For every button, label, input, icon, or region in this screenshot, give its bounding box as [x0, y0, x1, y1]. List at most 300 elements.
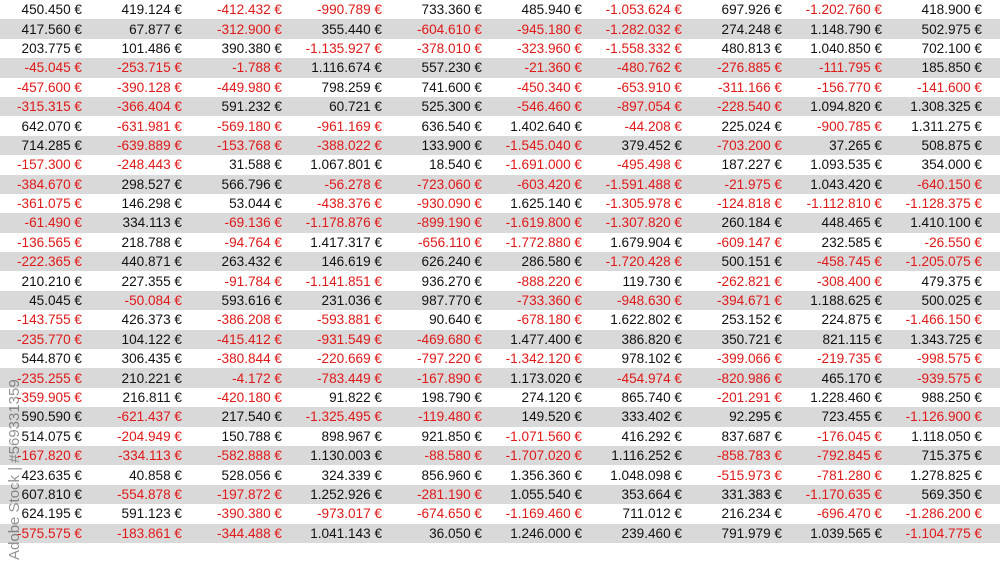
table-cell: -900.785 € [816, 118, 882, 134]
table-cell: 591.232 € [221, 99, 282, 115]
table-cell: -678.180 € [516, 312, 582, 328]
table-cell: -990.789 € [316, 2, 382, 18]
table-cell: -359.905 € [16, 390, 82, 405]
table-cell: -69.136 € [224, 215, 282, 231]
table-cell: 514.075 € [21, 428, 82, 444]
table-cell: 355.440 € [321, 21, 382, 37]
table-cell: -973.017 € [316, 506, 382, 522]
table-cell: -21.360 € [524, 60, 582, 76]
table-cell: -366.404 € [116, 99, 182, 115]
table-row [0, 78, 1000, 97]
table-cell: 714.285 € [21, 137, 82, 153]
table-cell: -998.575 € [916, 351, 982, 367]
table-cell: -640.150 € [916, 176, 982, 192]
table-cell: 1.410.100 € [910, 215, 982, 231]
table-cell: 1.039.565 € [810, 525, 882, 541]
table-cell: -412.432 € [216, 2, 282, 18]
table-row [0, 39, 1000, 58]
table-cell: -311.166 € [718, 79, 782, 95]
table-cell: 419.124 € [121, 2, 182, 18]
table-cell: -931.549 € [316, 331, 382, 347]
table-row [0, 330, 1000, 349]
table-row [0, 97, 1000, 116]
table-cell: -143.755 € [16, 312, 82, 328]
table-row [0, 136, 1000, 155]
table-row [0, 465, 1000, 484]
table-cell: 45.045 € [29, 293, 82, 309]
table-cell: -899.190 € [416, 215, 482, 231]
table-cell: 465.170 € [821, 370, 882, 386]
table-cell: -253.715 € [116, 60, 182, 76]
table-cell: -344.488 € [216, 525, 282, 541]
table-cell: 528.056 € [221, 467, 282, 483]
table-cell: -948.630 € [616, 293, 682, 309]
table-cell: 90.640 € [429, 312, 482, 328]
table-cell: -480.762 € [616, 60, 682, 76]
table-cell: 1.246.000 € [510, 525, 582, 541]
table-cell: -582.888 € [216, 448, 282, 464]
table-cell: 31.588 € [229, 157, 282, 173]
table-cell: 988.250 € [921, 390, 982, 405]
table-row [0, 504, 1000, 523]
table-cell: -386.208 € [216, 312, 282, 328]
table-row [0, 213, 1000, 232]
table-cell: 210.210 € [21, 273, 82, 289]
table-cell: -4.172 € [232, 370, 282, 386]
table-cell: -820.986 € [716, 370, 782, 386]
table-cell: -703.200 € [716, 137, 782, 153]
table-cell: -183.861 € [116, 525, 182, 541]
table-cell: 217.540 € [221, 409, 282, 425]
table-cell: 119.730 € [622, 273, 682, 289]
table-cell: -124.818 € [716, 196, 782, 212]
table-cell: -1.305.978 € [605, 196, 682, 212]
table-cell: -141.600 € [916, 79, 982, 95]
table-cell: 149.520 € [521, 409, 582, 425]
table-cell: -44.208 € [624, 118, 682, 134]
table-cell: 590.590 € [21, 409, 82, 425]
table-row [0, 252, 1000, 271]
table-cell: -797.220 € [416, 351, 482, 367]
table-cell: -61.490 € [24, 215, 82, 231]
table-cell: -1.720.428 € [605, 254, 682, 270]
table-cell: 978.102 € [621, 351, 682, 367]
table-cell: 67.877 € [129, 21, 182, 37]
table-row [0, 524, 1000, 543]
table-cell: 354.000 € [921, 157, 982, 173]
table-cell: 418.900 € [921, 2, 982, 18]
table-row [0, 446, 1000, 465]
table-cell: -458.745 € [816, 254, 882, 270]
table-cell: 591.123 € [121, 506, 182, 522]
table-cell: 856.960 € [421, 467, 482, 483]
table-cell: -262.821 € [716, 273, 782, 289]
table-cell: -420.180 € [216, 390, 282, 405]
table-cell: 417.560 € [21, 21, 82, 37]
table-cell: 544.870 € [21, 351, 82, 367]
table-cell: -394.671 € [716, 293, 782, 309]
table-cell: 791.979 € [721, 525, 782, 541]
table-cell: -388.022 € [316, 137, 382, 153]
table-cell: -593.881 € [316, 312, 382, 328]
table-cell: -1.135.927 € [305, 40, 382, 56]
table-cell: -415.412 € [216, 331, 282, 347]
table-cell: 350.721 € [721, 331, 782, 347]
table-cell: -515.973 € [716, 467, 782, 483]
table-cell: -945.180 € [516, 21, 582, 37]
table-cell: 423.635 € [21, 467, 82, 483]
table-cell: -604.610 € [416, 21, 482, 37]
table-cell: 1.625.140 € [510, 196, 582, 212]
table-cell: -334.113 € [118, 448, 182, 464]
table-cell: -323.960 € [516, 40, 582, 56]
table-cell: 593.616 € [221, 293, 282, 309]
table-cell: -111.795 € [819, 60, 882, 76]
table-cell: -1.170.635 € [805, 486, 882, 502]
table-cell: -219.735 € [816, 351, 882, 367]
table-row [0, 427, 1000, 446]
table-cell: -575.575 € [16, 525, 82, 541]
table-cell: -897.054 € [616, 99, 682, 115]
table-cell: -781.280 € [816, 467, 882, 483]
table-cell: -554.878 € [116, 486, 182, 502]
table-cell: 187.227 € [721, 157, 782, 173]
table-cell: 146.298 € [121, 196, 182, 212]
table-cell: 1.356.360 € [510, 467, 582, 483]
table-row [0, 271, 1000, 290]
table-cell: -1.126.900 € [905, 409, 982, 425]
table-cell: -438.376 € [316, 196, 382, 212]
table-cell: -235.255 € [16, 370, 82, 386]
table-cell: 1.130.003 € [310, 448, 382, 464]
table-cell: 185.850 € [921, 60, 982, 76]
table-cell: 1.040.850 € [810, 40, 882, 56]
table-cell: -1.053.624 € [605, 2, 682, 18]
table-cell: -390.380 € [216, 506, 282, 522]
table-row [0, 310, 1000, 329]
table-cell: 60.721 € [329, 99, 382, 115]
table-row [0, 388, 1000, 407]
table-cell: 921.850 € [421, 428, 482, 444]
table-cell: -495.498 € [616, 157, 682, 173]
table-cell: 36.050 € [429, 525, 482, 541]
table-cell: -235.770 € [16, 331, 82, 347]
table-cell: 733.360 € [421, 2, 482, 18]
table-cell: -204.949 € [116, 428, 182, 444]
table-cell: -674.650 € [416, 506, 482, 522]
table-cell: 1.228.460 € [810, 390, 882, 405]
table-cell: 18.540 € [429, 157, 482, 173]
table-cell: -603.420 € [516, 176, 582, 192]
table-cell: -792.845 € [816, 448, 882, 464]
table-row [0, 407, 1000, 426]
table-cell: -201.291 € [716, 390, 782, 405]
table-cell: -176.045 € [816, 428, 882, 444]
table-cell: 150.788 € [221, 428, 282, 444]
table-cell: -888.220 € [516, 273, 582, 289]
table-cell: -1.691.000 € [505, 157, 582, 173]
table-cell: 379.452 € [621, 137, 682, 153]
table-cell: 697.926 € [721, 2, 782, 18]
table-cell: -1.282.032 € [605, 21, 682, 37]
table-cell: 448.465 € [821, 215, 882, 231]
table-cell: -1.707.020 € [505, 448, 582, 464]
table-cell: 286.580 € [521, 254, 582, 270]
table-cell: -119.480 € [418, 409, 482, 425]
table-cell: -153.768 € [216, 137, 282, 153]
table-cell: 525.300 € [421, 99, 482, 115]
table-cell: -157.300 € [16, 157, 82, 173]
table-cell: 569.350 € [921, 486, 982, 502]
table-cell: -1.202.760 € [805, 2, 882, 18]
table-cell: 1.417.317 € [310, 234, 382, 250]
table-cell: -91.784 € [224, 273, 282, 289]
table-cell: 898.967 € [321, 428, 382, 444]
table-cell: 224.875 € [821, 312, 882, 328]
table-cell: -1.104.775 € [905, 525, 982, 541]
table-cell: -380.844 € [216, 351, 282, 367]
table-cell: 1.116.674 € [311, 60, 382, 76]
table-cell: 133.900 € [421, 137, 482, 153]
table-cell: -167.820 € [16, 448, 82, 464]
table-cell: -315.315 € [16, 99, 82, 115]
table-cell: -399.066 € [716, 351, 782, 367]
table-cell: -609.147 € [716, 234, 782, 250]
table-cell: -384.670 € [16, 176, 82, 192]
table-cell: 723.455 € [821, 409, 882, 425]
table-cell: -228.540 € [716, 99, 782, 115]
table-cell: 216.811 € [122, 390, 182, 405]
table-cell: 636.540 € [421, 118, 482, 134]
table-cell: -220.669 € [316, 351, 382, 367]
table-row [0, 485, 1000, 504]
table-cell: -569.180 € [216, 118, 282, 134]
table-cell: 40.858 € [129, 467, 182, 483]
table-cell: 1.402.640 € [510, 118, 582, 134]
table-cell: -1.071.560 € [505, 428, 582, 444]
table-cell: 1.116.252 € [611, 448, 682, 464]
table-cell: 231.036 € [321, 293, 382, 309]
table-cell: 1.477.400 € [510, 331, 582, 347]
table-cell: 1.067.801 € [310, 157, 382, 173]
table-cell: 711.012 € [622, 506, 682, 522]
table-cell: -631.981 € [116, 118, 182, 134]
table-cell: 508.875 € [921, 137, 982, 153]
table-cell: 101.486 € [121, 40, 182, 56]
table-cell: 324.339 € [321, 467, 382, 483]
table-cell: 1.041.143 € [310, 525, 382, 541]
table-cell: 865.740 € [621, 390, 682, 405]
table-cell: 1.311.275 € [911, 118, 982, 134]
table-cell: 1.048.098 € [610, 467, 682, 483]
table-cell: -858.783 € [716, 448, 782, 464]
stock-watermark: Adobe Stock | #569331359 [6, 379, 23, 560]
table-cell: -378.010 € [416, 40, 482, 56]
table-cell: 450.450 € [21, 2, 82, 18]
table-cell: 37.265 € [829, 137, 882, 153]
table-cell: 502.975 € [921, 21, 982, 37]
table-cell: -222.365 € [16, 254, 82, 270]
table-cell: -26.550 € [924, 234, 982, 250]
table-cell: -197.872 € [216, 486, 282, 502]
table-cell: -1.112.810 € [806, 196, 882, 212]
table-row [0, 175, 1000, 194]
table-cell: 936.270 € [421, 273, 482, 289]
table-cell: 1.173.020 € [510, 370, 582, 386]
table-cell: 837.687 € [721, 428, 782, 444]
table-row [0, 194, 1000, 213]
table-cell: -450.340 € [516, 79, 582, 95]
table-cell: -723.060 € [416, 176, 482, 192]
table-cell: -1.558.332 € [605, 40, 682, 56]
table-cell: -1.788 € [232, 60, 282, 76]
table-cell: 798.259 € [321, 79, 382, 95]
table-cell: 274.120 € [521, 390, 582, 405]
table-cell: 702.100 € [921, 40, 982, 56]
table-cell: 92.295 € [729, 409, 782, 425]
table-cell: -454.974 € [616, 370, 682, 386]
table-cell: -656.110 € [418, 234, 482, 250]
table-cell: 479.375 € [921, 273, 982, 289]
table-cell: -653.910 € [616, 79, 682, 95]
table-cell: 500.025 € [921, 293, 982, 309]
table-cell: 1.679.904 € [610, 234, 682, 250]
table-cell: -449.980 € [216, 79, 282, 95]
table-cell: 626.240 € [421, 254, 482, 270]
table-cell: -167.890 € [416, 370, 482, 386]
table-row [0, 58, 1000, 77]
table-cell: 987.770 € [421, 293, 482, 309]
table-cell: -733.360 € [516, 293, 582, 309]
table-cell: -1.466.150 € [905, 312, 982, 328]
table-cell: 104.122 € [121, 331, 182, 347]
table-row [0, 368, 1000, 387]
table-cell: -469.680 € [416, 331, 482, 347]
table-cell: -1.619.800 € [505, 215, 582, 231]
table-row [0, 155, 1000, 174]
table-cell: 642.070 € [21, 118, 82, 134]
table-cell: 210.221 € [121, 370, 182, 386]
table-cell: -621.437 € [116, 409, 182, 425]
table-cell: 1.148.790 € [810, 21, 882, 37]
table-cell: 485.940 € [521, 2, 582, 18]
table-row [0, 19, 1000, 38]
table-cell: 480.813 € [721, 40, 782, 56]
table-row [0, 0, 1000, 19]
table-cell: -361.075 € [16, 196, 82, 212]
table-cell: 426.373 € [121, 312, 182, 328]
table-cell: 1.093.535 € [810, 157, 882, 173]
table-cell: 239.460 € [621, 525, 682, 541]
table-cell: 1.252.926 € [310, 486, 382, 502]
table-cell: 416.292 € [621, 428, 682, 444]
table-cell: 91.822 € [329, 390, 382, 405]
table-cell: 218.788 € [121, 234, 182, 250]
table-cell: -50.084 € [124, 293, 182, 309]
table-cell: 1.094.820 € [810, 99, 882, 115]
table-cell: 1.622.802 € [610, 312, 682, 328]
table-cell: -136.565 € [16, 234, 82, 250]
table-cell: 1.308.325 € [910, 99, 982, 115]
table-cell: 227.355 € [121, 273, 182, 289]
table-cell: -546.460 € [516, 99, 582, 115]
table-cell: -696.470 € [816, 506, 882, 522]
table-cell: -1.342.120 € [505, 351, 582, 367]
table-cell: -276.885 € [716, 60, 782, 76]
table-cell: -1.591.488 € [605, 176, 682, 192]
table-cell: 232.585 € [821, 234, 882, 250]
table-cell: -961.169 € [316, 118, 382, 134]
table-cell: 53.044 € [229, 196, 282, 212]
table-cell: -1.286.200 € [905, 506, 982, 522]
table-cell: -156.770 € [816, 79, 882, 95]
table-cell: 146.619 € [321, 254, 382, 270]
table-cell: -1.128.375 € [905, 196, 982, 212]
table-cell: 331.383 € [721, 486, 782, 502]
table-cell: 1.343.725 € [910, 331, 982, 347]
table-cell: 306.435 € [121, 351, 182, 367]
table-cell: 1.278.825 € [910, 467, 982, 483]
table-cell: -457.600 € [16, 79, 82, 95]
table-cell: 566.796 € [221, 176, 282, 192]
table-cell: 198.790 € [421, 390, 482, 405]
table-cell: 557.230 € [421, 60, 482, 76]
table-cell: 440.871 € [121, 254, 182, 270]
table-cell: 715.375 € [921, 448, 982, 464]
table-cell: 1.118.050 € [911, 428, 982, 444]
table-cell: -88.580 € [424, 448, 482, 464]
table-cell: -783.449 € [316, 370, 382, 386]
table-cell: 263.432 € [221, 254, 282, 270]
table-cell: 390.380 € [221, 40, 282, 56]
table-cell: 260.184 € [721, 215, 782, 231]
table-cell: 334.113 € [122, 215, 182, 231]
table-row [0, 349, 1000, 368]
table-cell: -939.575 € [916, 370, 982, 386]
table-cell: 624.195 € [21, 506, 82, 522]
table-cell: -1.772.880 € [505, 234, 582, 250]
table-cell: -1.325.495 € [305, 409, 382, 425]
table-cell: -1.545.040 € [505, 137, 582, 153]
table-cell: -21.975 € [724, 176, 782, 192]
table-cell: -56.278 € [324, 176, 382, 192]
table-cell: 225.024 € [721, 118, 782, 134]
table-row [0, 291, 1000, 310]
table-cell: 1.055.540 € [510, 486, 582, 502]
table-cell: -639.889 € [116, 137, 182, 153]
table-cell: 203.775 € [21, 40, 82, 56]
table-cell: -1.307.820 € [605, 215, 682, 231]
table-cell: -1.178.876 € [305, 215, 382, 231]
table-cell: -1.141.851 € [305, 273, 382, 289]
table-cell: 353.664 € [621, 486, 682, 502]
table-cell: -390.128 € [116, 79, 182, 95]
table-cell: -281.190 € [416, 486, 482, 502]
table-cell: 1.043.420 € [810, 176, 882, 192]
table-cell: -308.400 € [816, 273, 882, 289]
table-cell: 741.600 € [421, 79, 482, 95]
table-cell: -94.764 € [224, 234, 282, 250]
table-cell: 298.527 € [121, 176, 182, 192]
table-cell: 1.188.625 € [810, 293, 882, 309]
table-cell: -1.205.075 € [905, 254, 982, 270]
table-cell: 386.820 € [621, 331, 682, 347]
table-cell: 333.402 € [621, 409, 682, 425]
table-cell: 607.810 € [21, 486, 82, 502]
table-cell: -930.090 € [416, 196, 482, 212]
table-cell: 500.151 € [721, 254, 782, 270]
table-cell: 216.234 € [721, 506, 782, 522]
